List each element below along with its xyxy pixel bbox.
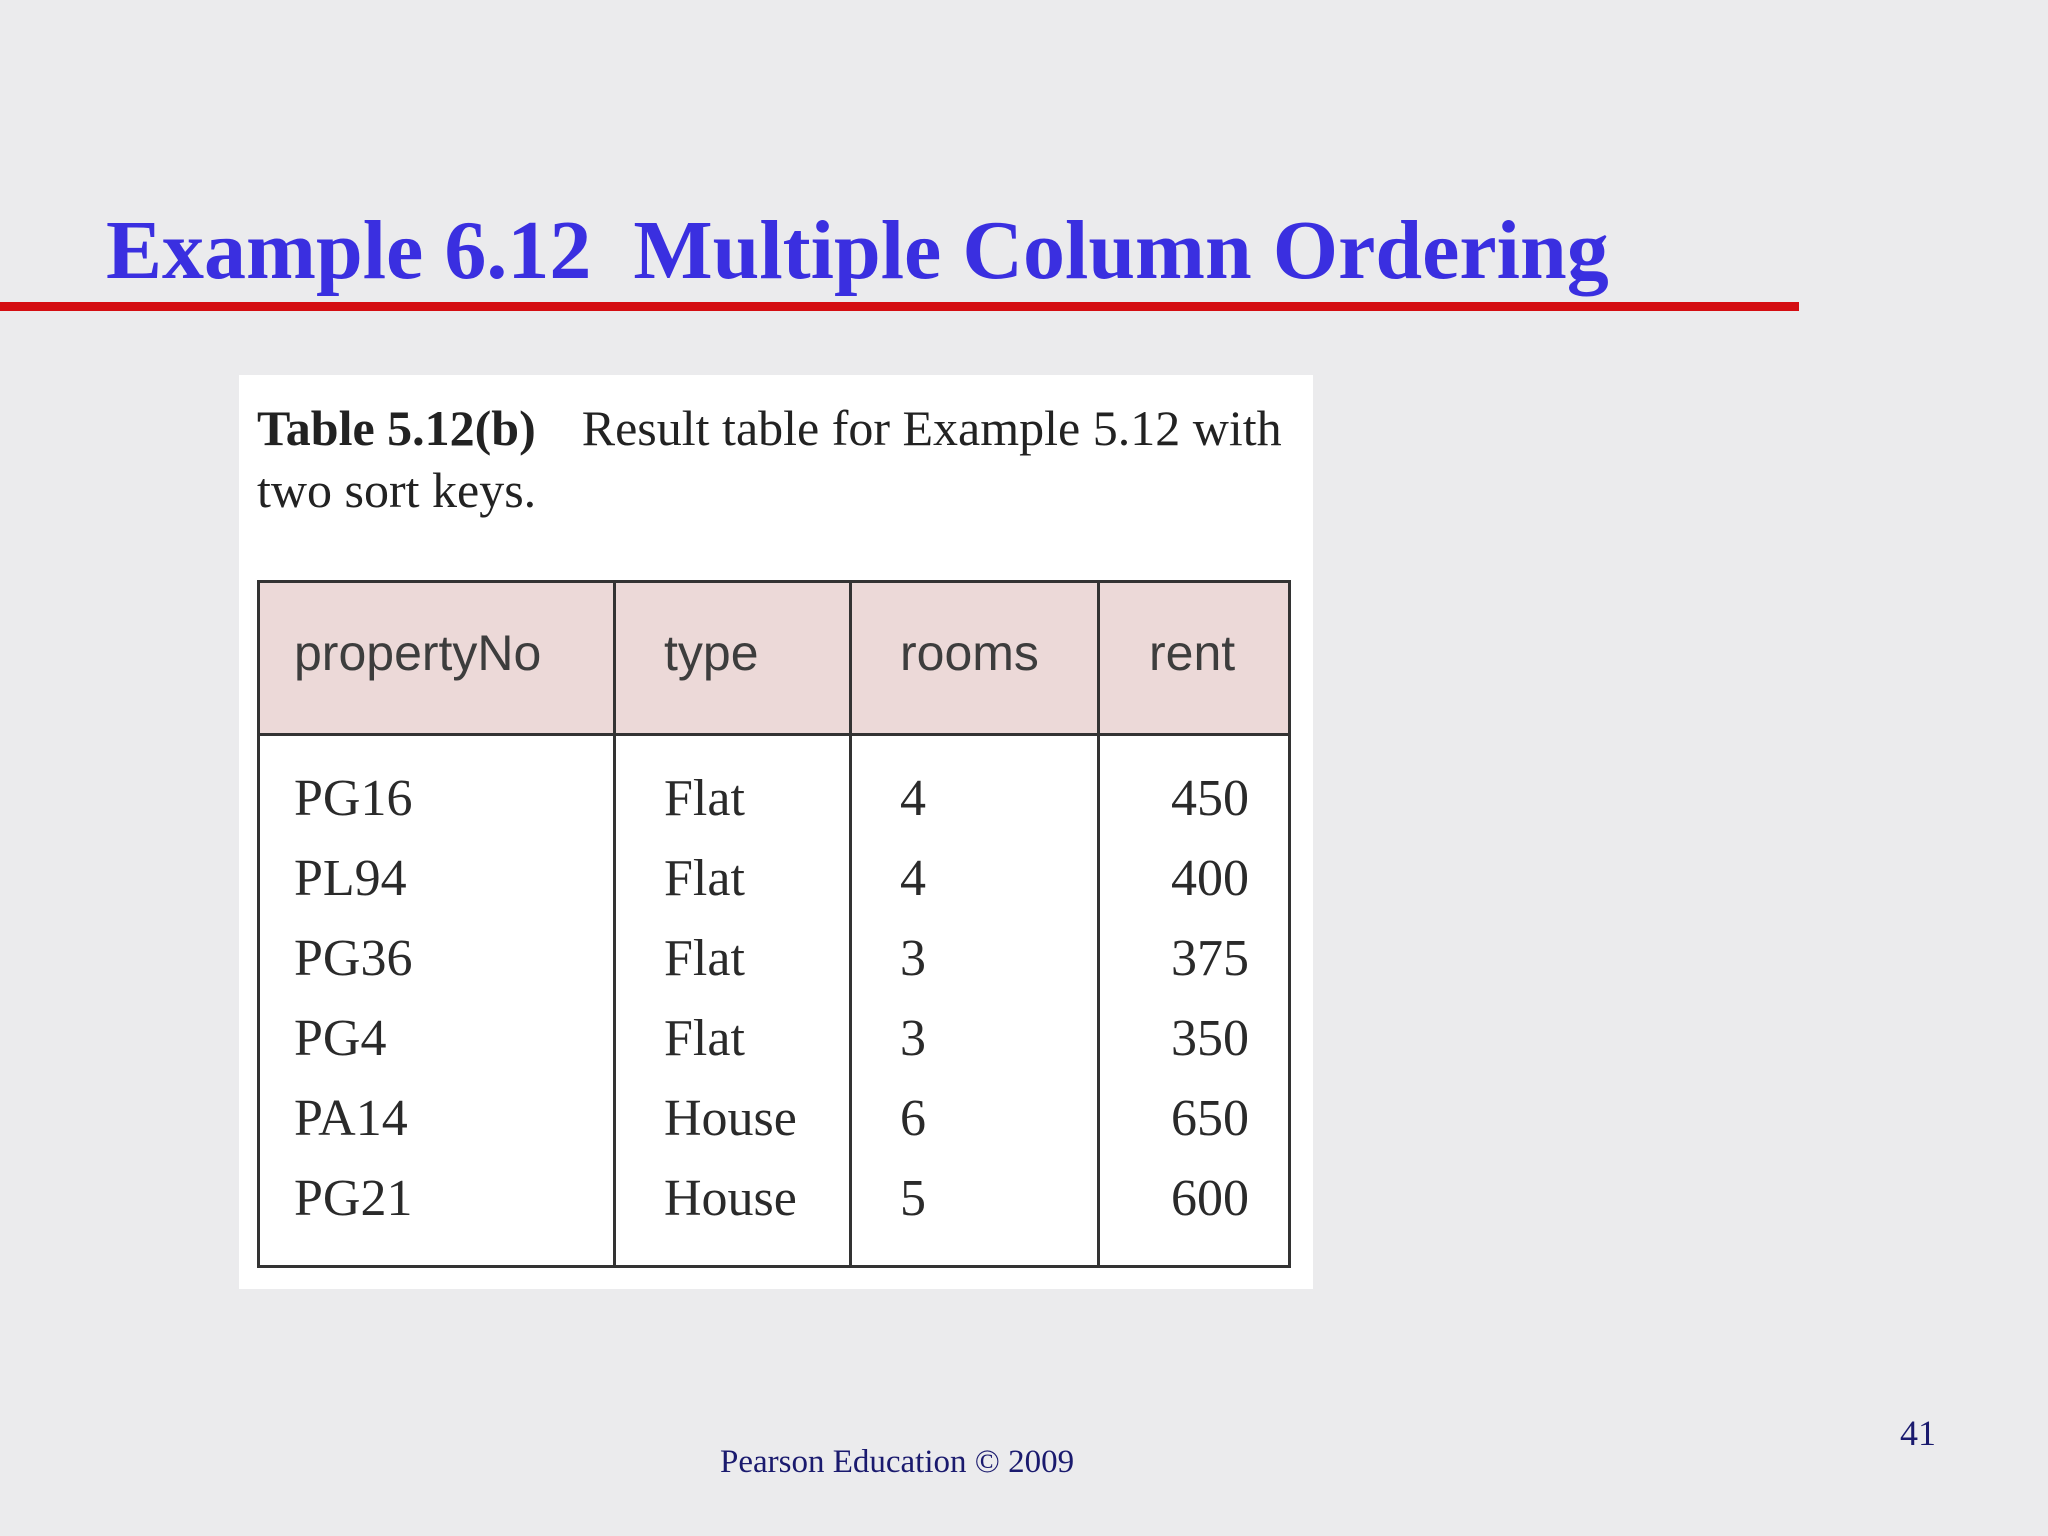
column-header-rooms: rooms <box>900 625 1039 681</box>
cell-type: Flat <box>664 770 745 827</box>
cell-rent: 650 <box>1171 1090 1249 1147</box>
cell-rent: 375 <box>1171 930 1249 987</box>
column-header-rent: rent <box>1149 625 1236 681</box>
cell-type: Flat <box>664 930 745 987</box>
cell-type: House <box>664 1170 797 1227</box>
cell-propertyno: PG16 <box>294 770 413 827</box>
cell-type: House <box>664 1090 797 1147</box>
cell-propertyno: PL94 <box>294 850 407 907</box>
cell-rent: 350 <box>1171 1010 1249 1067</box>
table-caption <box>257 397 1297 521</box>
title-underline <box>0 302 1799 311</box>
cell-type: Flat <box>664 1010 745 1067</box>
cell-rent: 600 <box>1171 1170 1249 1227</box>
cell-propertyno: PG21 <box>294 1170 413 1227</box>
cell-rooms: 4 <box>900 770 926 827</box>
column-divider <box>849 583 852 1265</box>
column-header-type: type <box>664 625 759 681</box>
page-number: 41 <box>1900 1413 1936 1453</box>
cell-propertyno: PG4 <box>294 1010 387 1067</box>
table-figure <box>239 375 1313 1289</box>
cell-propertyno: PG36 <box>294 930 413 987</box>
column-divider <box>1097 583 1100 1265</box>
cell-rooms: 5 <box>900 1170 926 1227</box>
cell-type: Flat <box>664 850 745 907</box>
footer-copyright: Pearson Education © 2009 <box>720 1444 1075 1480</box>
result-table <box>257 580 1291 1268</box>
cell-rent: 450 <box>1171 770 1249 827</box>
cell-rooms: 4 <box>900 850 926 907</box>
caption-text: Result table for Example 5.12 with two sort keys. <box>257 400 1282 518</box>
caption-label: Table 5.12(b) <box>257 400 536 456</box>
column-divider <box>613 583 616 1265</box>
cell-rent: 400 <box>1171 850 1249 907</box>
cell-rooms: 6 <box>900 1090 926 1147</box>
cell-propertyno: PA14 <box>294 1090 408 1147</box>
cell-rooms: 3 <box>900 930 926 987</box>
table-header-row <box>260 583 1288 736</box>
cell-rooms: 3 <box>900 1010 926 1067</box>
slide-title: Example 6.12 Multiple Column Ordering <box>106 204 1609 297</box>
column-header-propertyno: propertyNo <box>294 625 542 681</box>
